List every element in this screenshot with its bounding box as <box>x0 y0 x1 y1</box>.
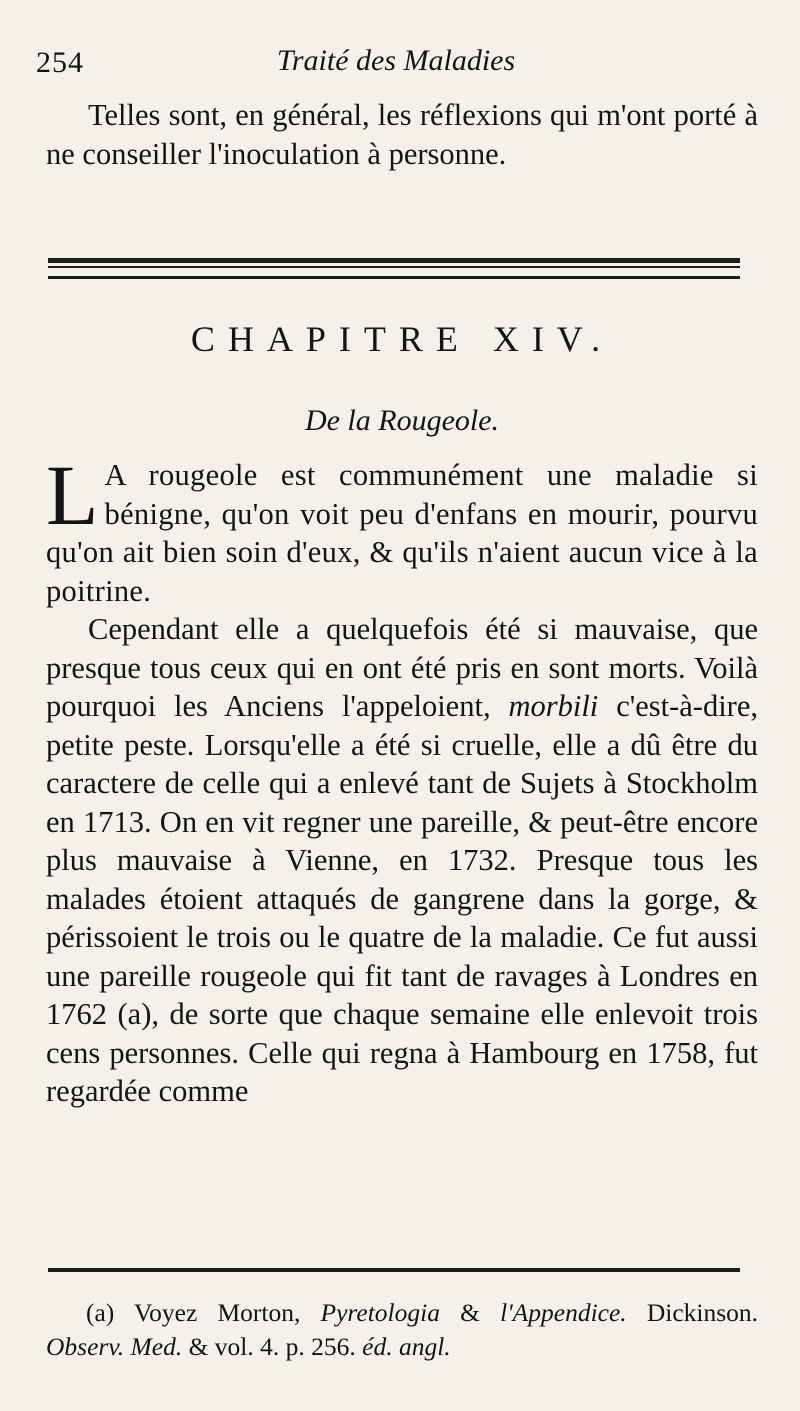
footnote-text-1: Voyez Morton, <box>134 1298 301 1327</box>
footnote-italic-2: l'Appendice. <box>500 1298 627 1327</box>
intro-paragraph-block <box>46 96 758 173</box>
paragraph-2-italic-term: morbili <box>508 689 599 723</box>
chapter-body <box>46 447 758 1111</box>
body-paragraph-2 <box>46 610 758 1111</box>
footnote-paragraph <box>46 1296 758 1364</box>
ornamental-rule-thick <box>48 258 740 263</box>
chapter-subtitle: De la Rougeole. <box>304 404 500 437</box>
ornamental-rule-thin <box>48 266 740 268</box>
footnote-italic-4: éd. angl. <box>362 1332 451 1361</box>
running-title: Traité des Maladies <box>276 44 516 77</box>
footnote-text-4: & vol. 4. p. 256. <box>188 1332 356 1361</box>
paragraph-2-text-a: Cependant elle a quelquefois été si mauvaise, que presque tous ceux qui en ont été pris en sont morts. Voilà pourquoi les Anciens l'appeloient, <box>46 612 758 723</box>
ornamental-rule-base <box>48 276 740 279</box>
chapter-title: CHAPITRE XIV. <box>190 319 614 359</box>
footnote-text-2: & <box>460 1298 480 1327</box>
footnote-text-3: Dickinson. <box>646 1298 759 1327</box>
intro-paragraph: Telles sont, en général, les réflexions qui m'ont porté à ne conseiller l'inoculation à personne. <box>46 98 758 171</box>
body-paragraph-1 <box>46 447 758 610</box>
footnote <box>46 1296 758 1364</box>
drop-cap: L <box>46 447 99 543</box>
paragraph-1-text: A rougeole est communément une maladie si bénigne, qu'on voit peu d'enfans en mourir, pourvu qu'on ait bien soin d'eux, & qu'ils n'aient aucun vice à la poitrine. <box>46 458 758 608</box>
footnote-marker: (a) <box>86 1298 115 1327</box>
running-head <box>36 40 756 84</box>
footnote-italic-1: Pyretologia <box>320 1298 440 1327</box>
footnote-italic-3: Observ. Med. <box>46 1332 183 1361</box>
paragraph-2-text-b: c'est-à-dire, petite peste. Lorsqu'elle a été si cruelle, elle a dû être du caractere de celle qui a enlevé tant de Sujets à Stockholm en 1713. On en vit regner une pareille, & peut-être encore plus mauvaise à Vienne, en 1732. Presque tous les malades étoient attaqués de gangrene dans la gorge, & périssoient le trois ou le quatre de la maladie. Ce fut aussi une pareille rougeole qui fit tant de ravages à Londres en 1762 (a), de sorte que chaque semaine elle enlevoit trois cens personnes. Celle qui regna à Hambourg en 1758, fut regardée comme <box>46 689 758 1108</box>
page-number: 254 <box>36 46 84 79</box>
footnote-rule <box>48 1268 740 1272</box>
